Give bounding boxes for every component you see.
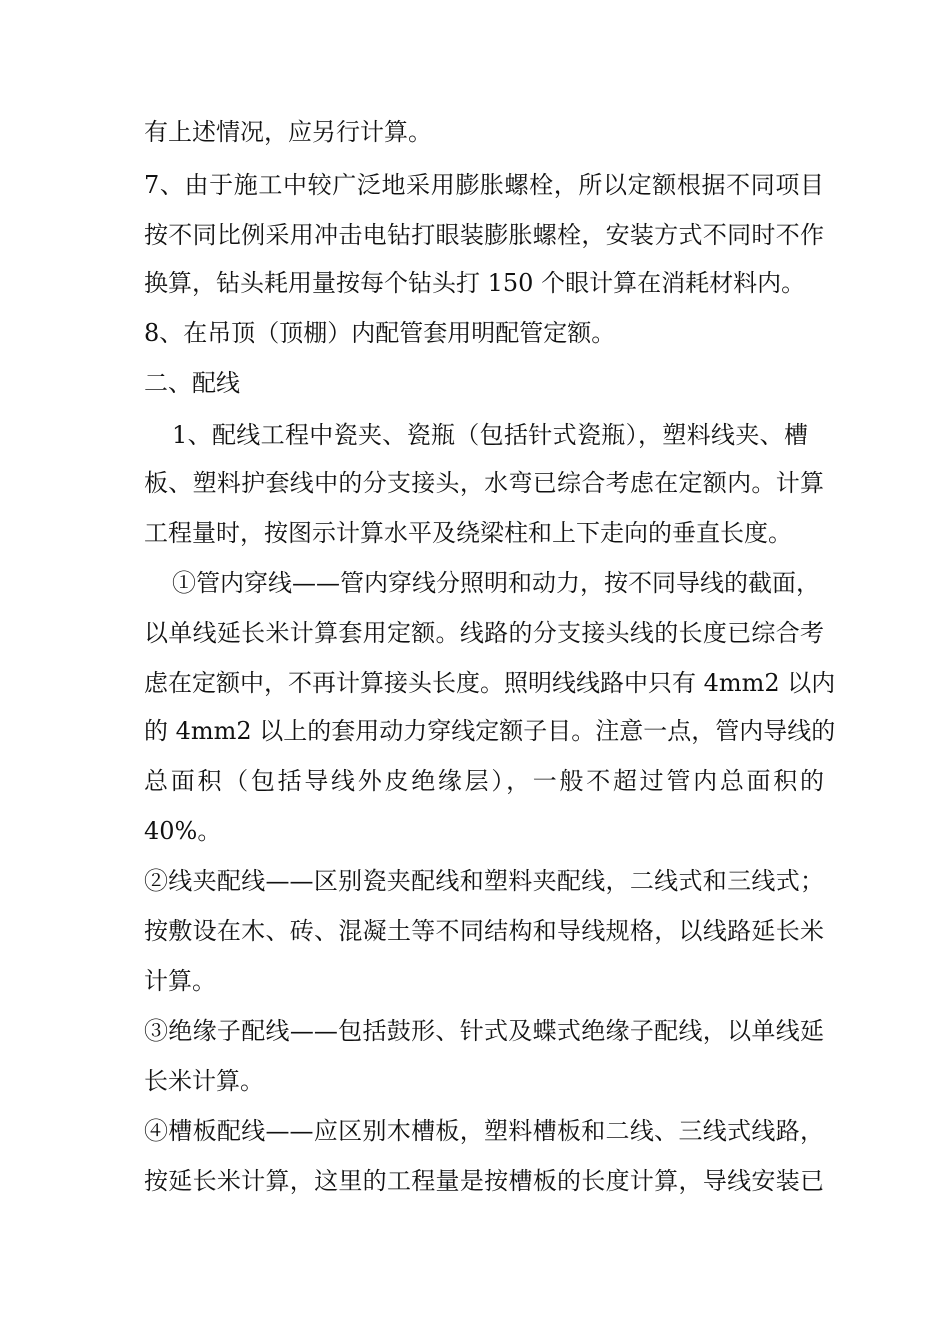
section-heading: 二、配线 (144, 369, 240, 397)
text-line: 按延长米计算，这里的工程量是按槽板的长度计算，导线安装已 (144, 1167, 824, 1195)
text-line: 以单线延长米计算套用定额。线路的分支接头线的长度已综合考 (144, 619, 824, 647)
text-line: ①管内穿线——管内穿线分照明和动力，按不同导线的截面， (172, 569, 820, 597)
text-line: ②线夹配线——区别瓷夹配线和塑料夹配线，二线式和三线式； (144, 867, 824, 895)
text-line: ③绝缘子配线——包括鼓形、针式及蝶式绝缘子配线，以单线延 (144, 1017, 824, 1045)
text-line: 8、在吊顶（顶棚）内配管套用明配管定额。 (144, 319, 616, 347)
text-line: 的 4mm2 以上的套用动力穿线定额子目。注意一点，管内导线的 (144, 717, 836, 745)
text-line: 工程量时，按图示计算水平及绕梁柱和上下走向的垂直长度。 (144, 519, 792, 547)
text-line: 有上述情况，应另行计算。 (144, 118, 432, 146)
text-line: 板、塑料护套线中的分支接头，水弯已综合考虑在定额内。计算 (144, 469, 824, 497)
text-line: 40%。 (144, 817, 222, 845)
text-line: 按不同比例采用冲击电钻打眼装膨胀螺栓，安装方式不同时不作 (144, 221, 824, 249)
text-line: 换算，钻头耗用量按每个钻头打 150 个眼计算在消耗材料内。 (144, 269, 806, 297)
text-line: 总面积（包括导线外皮绝缘层），一般不超过管内总面积的 (144, 767, 824, 795)
text-line: 长米计算。 (144, 1067, 264, 1095)
text-line: ④槽板配线——应区别木槽板，塑料槽板和二线、三线式线路， (144, 1117, 824, 1145)
text-line: 虑在定额中，不再计算接头长度。照明线线路中只有 4mm2 以内 (144, 669, 836, 697)
text-line: 7、由于施工中较广泛地采用膨胀螺栓，所以定额根据不同项目 (144, 171, 824, 199)
text-line: 1、配线工程中瓷夹、瓷瓶（包括针式瓷瓶），塑料线夹、槽 (172, 421, 808, 449)
text-line: 计算。 (144, 967, 216, 995)
text-line: 按敷设在木、砖、混凝土等不同结构和导线规格，以线路延长米 (144, 917, 824, 945)
